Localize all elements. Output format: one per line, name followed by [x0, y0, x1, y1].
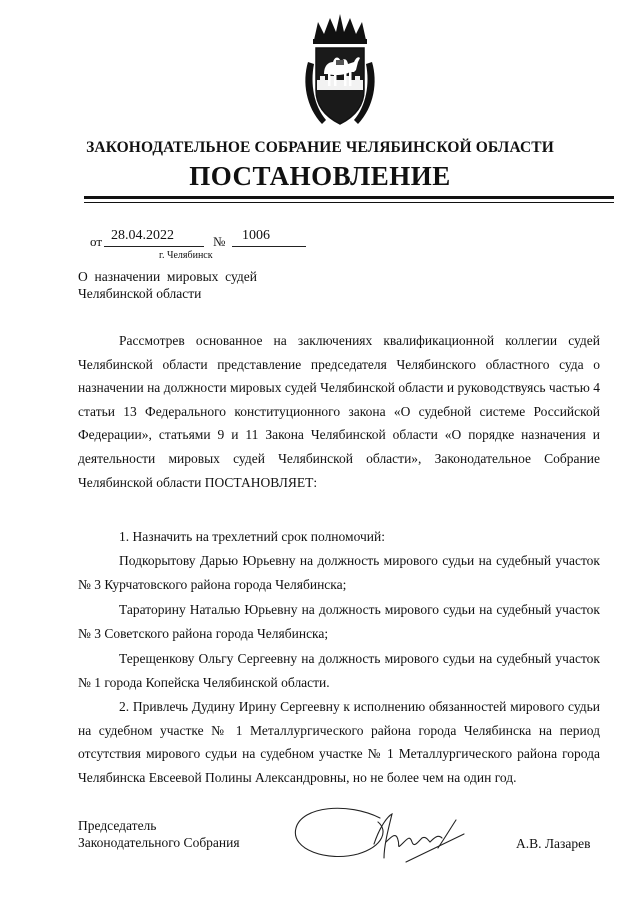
- organization-name: ЗАКОНОДАТЕЛЬНОЕ СОБРАНИЕ ЧЕЛЯБИНСКОЙ ОБЛАСТИ: [86, 139, 554, 156]
- subject-line-1: О назначении мировых судей: [78, 269, 257, 284]
- signatory-title: [78, 817, 240, 851]
- signatory-name: А.В. Лазарев: [516, 836, 591, 851]
- subject-line-2: Челябинской области: [78, 286, 202, 301]
- chelyabinsk-coat-of-arms-icon: [300, 12, 380, 132]
- document-subject: [78, 268, 378, 302]
- date-prefix: от: [90, 234, 103, 249]
- document-city: г. Челябинск: [159, 250, 213, 261]
- document-type: ПОСТАНОВЛЕНИЕ: [189, 161, 451, 191]
- handwritten-signature: [288, 796, 478, 876]
- date-underline: [104, 246, 204, 247]
- appointee-1: Подкорытову Дарью Юрьевну на должность мирового судьи на судебный участок № 3 Курчатовского района города Челябинска;: [78, 553, 600, 592]
- appointee-2: Тараторину Наталью Юрьевну на должность мирового судьи на судебный участок № 3 Советского района города Челябинска;: [78, 602, 600, 641]
- header-rule-thin: [84, 202, 614, 203]
- header-rule-thick: [84, 196, 614, 199]
- signatory-title-line-2: Законодательного Собрания: [78, 835, 240, 850]
- document-number: 1006: [242, 228, 270, 243]
- number-prefix: №: [213, 234, 226, 249]
- preamble-paragraph: Рассмотрев основанное на заключениях квалификационной коллегии судей Челябинской области представление председателя Челябинского областного суда о назначении на должности мировых судей Челябинской области и руководствуясь частью 4 статьи 13 Федерального конституционного закона «О судебной системе Российской Федерации», статьями 9 и 11 Закона Челябинской области «О порядке назначения и деятельности мировых судей Челябинской области», Законодательное Собрание Челябинской области ПОСТАНОВЛЯЕТ:: [78, 333, 600, 490]
- signatory-title-line-1: Председатель: [78, 818, 157, 833]
- appointee-3: Терещенкову Ольгу Сергеевну на должность мирового судьи на судебный участок № 1 города Копейска Челябинской области.: [78, 651, 600, 690]
- number-underline: [232, 246, 306, 247]
- item-1: 1. Назначить на трехлетний срок полномочий:: [119, 529, 385, 544]
- document-date: 28.04.2022: [111, 228, 174, 243]
- item-2: 2. Привлечь Дудину Ирину Сергеевну к исполнению обязанностей мирового судьи на судебном участке № 1 Металлургического района города Челябинска на период отсутствия мирового судьи на судебном участке № 1 Металлургического района города Челябинска Евсеевой Полины Александровны, но не более чем на один год.: [78, 699, 600, 785]
